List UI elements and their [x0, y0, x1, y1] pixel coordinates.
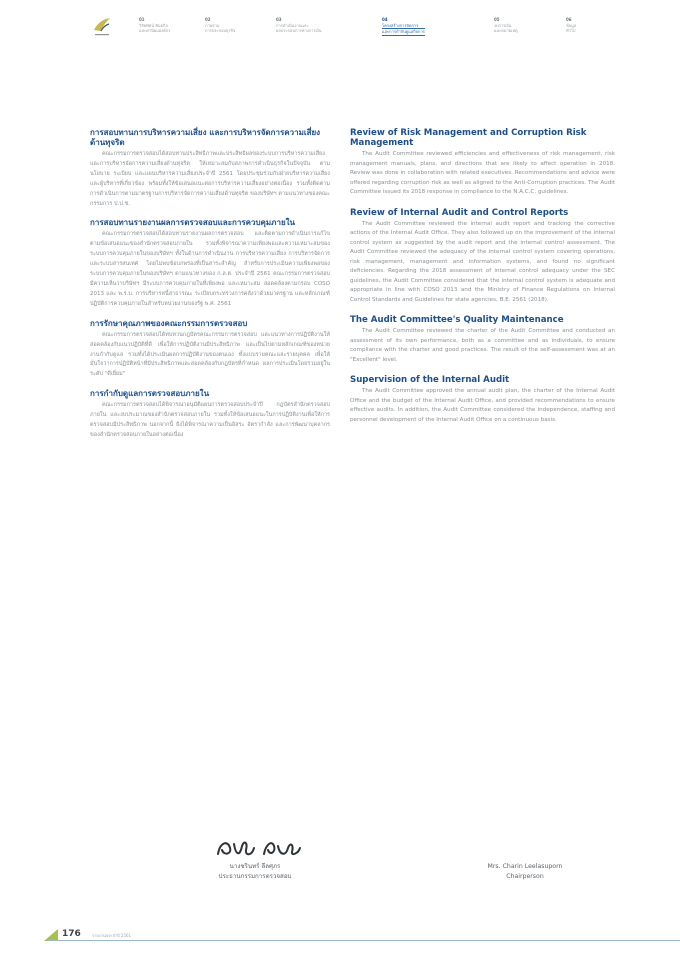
nav-item-sublabel: การประกอบธุรกิจ [205, 28, 236, 33]
nav-item-label: การดำเนินงานและ [276, 22, 309, 28]
signatory-name: Mrs. Charin Leelasuporn [487, 863, 563, 870]
section-heading: การสอบทานรายงานผลการตรวจสอบและการควบคุมภายใน [90, 218, 295, 228]
section-quality-maintenance-en [350, 315, 615, 365]
nav-item-number: 01 [139, 17, 145, 22]
nav-item-number: 02 [205, 17, 211, 22]
section-heading: Review of Internal Audit and Control Reports [350, 207, 569, 218]
section-internal-audit-report-th [90, 218, 330, 309]
section-body: คณะกรรมการตรวจสอบได้สอบทานประสิทธิภาพและประสิทธิผลของระบบการบริหารความเสี่ยงและการบริหารจัดการความเสี่ยงด้านทุจริต ให้เหมาะสมกับสภาพการดำเนินธุรกิจในปัจจุบัน ตามนโยบาย ระเบียบ และแผนบริหารความเสี่ยงประจำปี 2561 โดยประชุมร่วมกับฝ่ายบริหารความเสี่ยง และผู้บริหารที่เกี่ยวข้อง พร้อมทั้งให้ข้อเสนอแนะต่อการบริหารความเสี่ยงอย่างต่อเนื่อง รวมทั้งติดตามการดำเนินการตามมาตรฐานการบริหารจัดการความเสี่ยงด้านทุจริต ของบริษัทฯ ตามแนวทางของคณะกรรมการ ป.ป.ช. [90, 151, 330, 207]
section-heading: การสอบทานการบริหารความเสี่ยง และการบริหารจัดการความเสี่ยงด้านทุจริต [90, 128, 321, 147]
nav-item-number: 06 [566, 17, 572, 22]
nav-item-label: โครงสร้างการจัดการ [382, 23, 425, 30]
nav-item-06[interactable] [566, 17, 576, 34]
page-number: 176 [62, 929, 81, 939]
signature-block-thai [180, 834, 330, 882]
handwritten-signature [200, 834, 310, 862]
signatory-role: Chairperson [506, 873, 544, 880]
section-body: The Audit Committee approved the annual audit plan, the charter of the Internal Audit Office and the budget of the Internal Audit Office, and provided recommendations to ensure effective audits. In addition, the Audit Committee considered the independence, staffing and personnel development of the Internal Audit Office on a continuous basis. [350, 388, 615, 423]
nav-item-01[interactable] [139, 17, 170, 34]
section-body: คณะกรรมการตรวจสอบได้ทบทวนกฎบัตรคณะกรรมการตรวจสอบ และแนวทางการปฏิบัติงานให้สอดคล้องกับแนวปฏิบัติที่ดี เพื่อให้การปฏิบัติงานมีประสิทธิภาพ และเป็นไปตามหลักเกณฑ์ของหน่วยงานกำกับดูแล รวมทั้งได้ประเมินผลการปฏิบัติงานของตนเอง ทั้งแบบรายคณะและรายบุคคล เพื่อให้มั่นใจว่าการปฏิบัติหน้าที่มีประสิทธิภาพและสอดคล้องกับกฎบัตรที่กำหนด ผลการประเมินโดยรวมอยู่ในระดับ "ดีเยี่ยม" [90, 331, 330, 378]
section-quality-maintenance-th [90, 319, 330, 381]
signatory-name: นางชรินทร์ ลีลศุภร [229, 863, 281, 870]
section-internal-audit-supervision-th [90, 389, 330, 441]
section-body: คณะกรรมการตรวจสอบได้พิจารณาอนุมัติแผนการตรวจสอบประจำปี กฎบัตรสำนักตรวจสอบภายใน และงบประมาณของสำนักตรวจสอบภายใน รวมทั้งให้ข้อเสนอแนะในการปฏิบัติงานเพื่อให้การตรวจสอบมีประสิทธิภาพ นอกจากนี้ ยังได้พิจารณาความเป็นอิสระ อัตรากำลัง และการพัฒนาบุคลากรของสำนักตรวจสอบภายในอย่างต่อเนื่อง [90, 402, 330, 438]
thai-column [90, 128, 330, 441]
company-logo-icon [92, 16, 112, 38]
signature-block-english [460, 862, 590, 882]
section-body: คณะกรรมการตรวจสอบได้สอบทานรายงานผลการตรวจสอบ และติดตามการดำเนินการแก้ไขตามข้อเสนอแนะของสำนักตรวจสอบภายใน รวมทั้งพิจารณาความเพียงพอและความเหมาะสมของระบบการควบคุมภายในของบริษัทฯ ทั้งในด้านการดำเนินงาน การบริหารความเสี่ยง การบริหารจัดการ และระบบสารสนเทศ โดยไม่พบข้อบกพร่องที่เป็นสาระสำคัญ สำหรับการประเมินความเพียงพอของระบบการควบคุมภายในของบริษัทฯ ตามแนวทางของ ก.ล.ต. ประจำปี 2561 คณะกรรมการตรวจสอบมีความเห็นว่าบริษัทฯ มีระบบการควบคุมภายในที่เพียงพอ และเหมาะสม สอดคล้องตามกรอบ COSO 2013 และ พ.ร.บ. การบริหารหนี้สาธารณะ ระเบียบกระทรวงการคลังว่าด้วยมาตรฐาน และหลักเกณฑ์ปฏิบัติการควบคุมภายในสำหรับหน่วยงานของรัฐ พ.ศ. 2561 [90, 231, 330, 307]
nav-item-label: วิสัยทัศน์ พันธกิจ [139, 22, 168, 28]
nav-item-label: ข้อมูล [566, 22, 577, 28]
nav-item-03[interactable] [276, 17, 322, 34]
section-body: The Audit Committee reviewed the internal audit report and tracking the corrective actions of the Internal Audit Office. They also followed up on the improvement of the internal control system as suggested by the audit report and the internal control assessment. The Audit Committee reviewed the adequacy of the internal control system covering operations, risk management, management and information systems, and found no significant deficiencies. Regarding the 2018 assessment of internal control adequacy under the SEC guidelines, the Audit Committee considered that the internal control system is adequate and appropriate in line with COSO 2013 and the Ministry of Finance Regulations on Internal Control Standards and Guidelines for state agencies, B.E. 2561 (2018). [350, 220, 615, 303]
nav-item-number: 03 [276, 17, 282, 22]
nav-item-05[interactable] [494, 17, 518, 34]
section-heading: การรักษาคุณภาพของคณะกรรมการตรวจสอบ [90, 318, 248, 328]
nav-item-sublabel: ผลประกอบการทางการเงิน [276, 28, 322, 33]
section-risk-management-th [90, 128, 330, 209]
signatory-role: ประธานกรรมการตรวจสอบ [218, 873, 292, 880]
nav-item-sublabel: และการกำกับดูแลกิจการ [382, 29, 425, 34]
nav-item-02[interactable] [205, 17, 235, 34]
section-internal-audit-report-en [350, 208, 615, 306]
nav-item-number: 04 [382, 17, 388, 22]
nav-item-label: งบการเงิน [494, 22, 512, 28]
nav-item-sublabel: และหมายเหตุ [494, 28, 518, 33]
top-navigation [0, 0, 680, 60]
footer-report-title: รายงานประจำปี 2561 [92, 933, 132, 938]
section-heading: Review of Risk Management and Corruption Risk Management [350, 128, 587, 148]
section-heading: The Audit Committee's Quality Maintenance [350, 315, 564, 325]
nav-item-number: 05 [494, 17, 500, 22]
nav-item-04[interactable] [382, 17, 425, 36]
english-column [350, 128, 615, 425]
section-heading: Supervision of the Internal Audit [350, 375, 510, 385]
nav-item-label: ภาพรวม [205, 22, 220, 28]
nav-item-sublabel: และค่านิยมองค์กร [139, 28, 171, 33]
section-heading: การกำกับดูแลการตรวจสอบภายใน [90, 389, 210, 399]
section-risk-management-en [350, 128, 615, 198]
section-body: The Audit Committee reviewed efficiencies and effectiveness of risk management, risk management manuals, plans, and directions that are likely to affect operation in 2018. Review was done in collaboration with related executives. Recommendations and advice were offered regarding corruption risk as well as aligned to the Anti-Corruption practices. The Audit Committee issued its 2018 response in compliance to the N.A.C.C. guidelines. [350, 151, 615, 195]
section-body: The Audit Committee reviewed the charter of the Audit Committee and conducted an assessment of its own performance, both as a committee and as individuals, to ensure compliance with the charter and good practices. The result of the self-assessment was at an "Excellent" level. [350, 328, 615, 363]
nav-item-sublabel: ทั่วไป [566, 28, 576, 33]
section-internal-audit-supervision-en [350, 375, 615, 425]
footer-divider [48, 940, 680, 941]
